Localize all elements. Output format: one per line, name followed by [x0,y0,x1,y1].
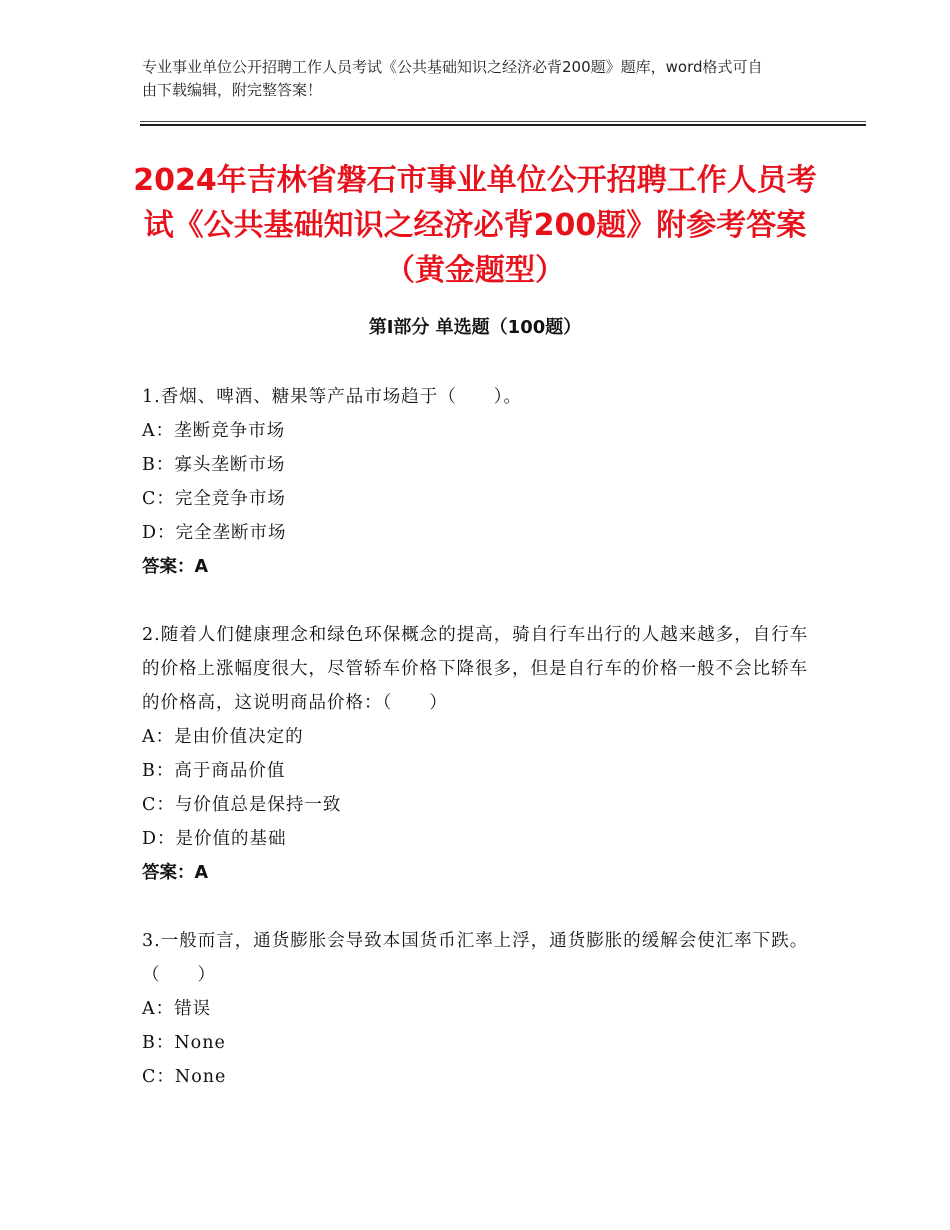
option-d: D：是价值的基础 [142,829,287,849]
header-note: 专业事业单位公开招聘工作人员考试《公共基础知识之经济必背200题》题库，word格式可自由下载编辑，附完整答案！ [142,58,763,99]
question-stem: 1.香烟、啤酒、糖果等产品市场趋于（ ）。 [142,387,522,407]
option-a: A：是由价值决定的 [142,727,304,747]
question-list [142,380,810,1128]
question-1 [142,380,810,584]
option-b: B：高于商品价值 [142,761,286,781]
option-a: A：垄断竞争市场 [142,421,286,441]
header-rule-thin [140,121,866,122]
question-3 [142,924,810,1094]
document-title: 2024年吉林省磐石市事业单位公开招聘工作人员考试《公共基础知识之经济必背200题》附参考答案（黄金题型） [133,163,817,288]
answer: 答案：A [142,557,209,577]
option-d: D：完全垄断市场 [142,523,287,543]
question-stem: 2.随着人们健康理念和绿色环保概念的提高，骑自行车出行的人越来越多，自行车的价格上涨幅度很大，尽管轿车价格下降很多，但是自行车的价格一般不会比轿车的价格高，这说明商品价格：（ ） [142,625,809,713]
section-title: 第Ⅰ部分 单选题（100题） [368,317,582,338]
option-c: C：完全竞争市场 [142,489,286,509]
option-b: B：寡头垄断市场 [142,455,286,475]
option-c: C：与价值总是保持一致 [142,795,342,815]
question-stem: 3.一般而言，通货膨胀会导致本国货币汇率上浮，通货膨胀的缓解会使汇率下跌。（ ） [142,931,809,985]
answer: 答案：A [142,863,209,883]
option-a: A：错误 [142,999,212,1019]
option-b: B：None [142,1033,226,1053]
question-2 [142,618,810,890]
header-rule-thick [140,124,866,126]
option-c: C：None [142,1067,227,1087]
